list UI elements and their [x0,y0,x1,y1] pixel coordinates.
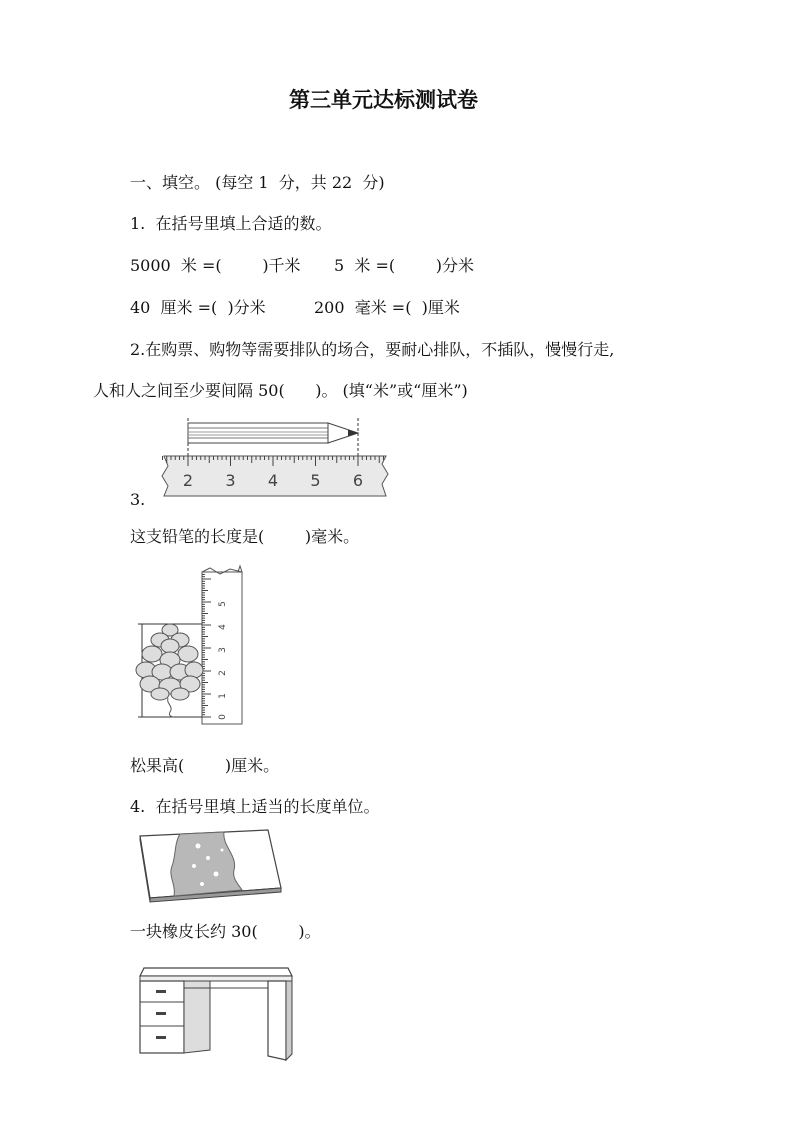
question-1-prompt: 1. 在括号里填上合适的数。 [130,214,332,233]
eraser-length-text: 一块橡皮长约 30( )。 [130,922,321,941]
question-2-line1: 2.在购票、购物等需要排队的场合，要耐心排队，不插队，慢慢行走, [130,340,615,359]
page-title: 第三单元达标测试卷 [289,87,478,112]
pine-cone-ruler-illustration [130,566,250,726]
question-1-line1-left: 5000 米 =( )千米 [130,256,301,275]
eraser-illustration [138,826,283,906]
vertical-ruler-label: 5 [218,601,228,607]
question-1-line2-left: 40 厘米 =( )分米 [130,298,266,317]
ruler-tick-label: 3 [225,471,236,490]
question-1-line2-right: 200 毫米 =( )厘米 [314,298,460,317]
vertical-ruler-label: 0 [218,714,228,720]
vertical-ruler-label: 1 [218,693,228,699]
vertical-ruler-label: 3 [218,647,228,653]
ruler-tick-label: 4 [267,471,279,490]
ruler-tick-label: 5 [310,471,321,490]
vertical-ruler-label: 2 [218,670,228,676]
section-heading: 一、填空。 (每空 1 分，共 22 分) [130,173,385,192]
vertical-ruler-label: 4 [218,624,228,630]
ruler-tick-label: 2 [182,471,194,490]
desk-illustration [136,964,296,1064]
question-4-prompt: 4. 在括号里填上适当的长度单位。 [130,797,380,816]
pine-cone-icon [136,624,203,717]
ruler-tick-label: 6 [352,471,364,490]
pencil-length-text: 这支铅笔的长度是( )毫米。 [130,527,360,546]
pine-cone-height-text: 松果高( )厘米。 [130,756,280,775]
question-2-line2: 人和人之间至少要间隔 50( )。 (填“米”或“厘米”) [93,381,468,400]
question-1-line1-right: 5 米 =( )分米 [334,256,475,275]
pencil-ruler-illustration [160,416,392,498]
question-3-number: 3. [130,490,146,509]
